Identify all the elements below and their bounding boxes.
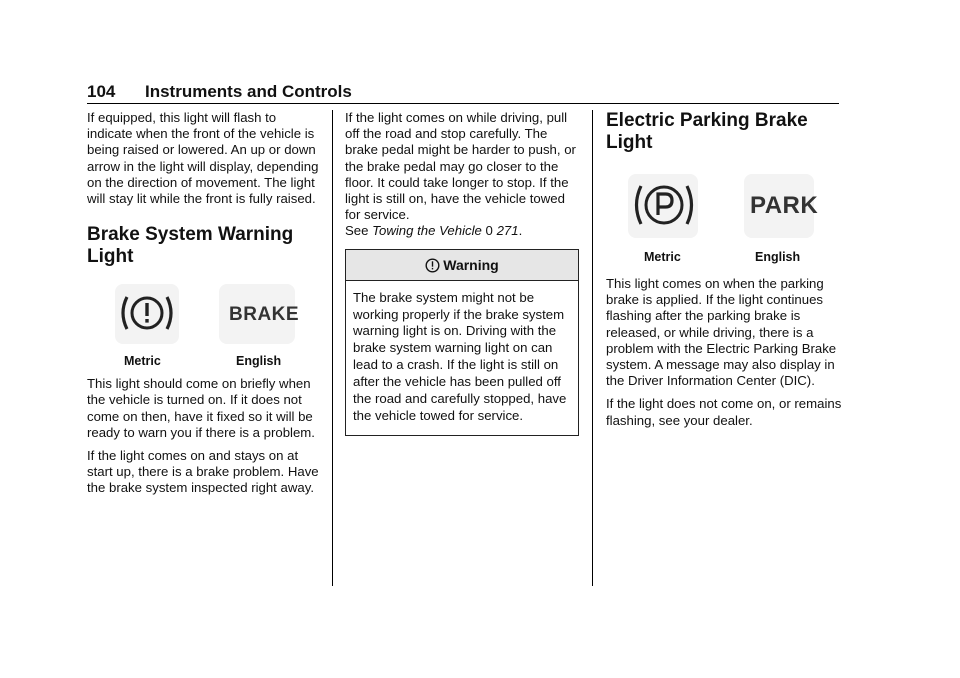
brake-paragraph-1: This light should come on briefly when the vehicle is turned on. If it does not come on then, have it fixed so it will be ready to warn you if there is a problem. bbox=[87, 376, 315, 440]
page-ref-icon: 0 bbox=[485, 223, 493, 239]
page-header bbox=[87, 82, 839, 104]
page-ref-number: 271 bbox=[496, 223, 519, 239]
caption-metric: Metric bbox=[644, 250, 681, 264]
warning-title: Warning bbox=[443, 256, 499, 273]
brake-text-icon: BRAKE bbox=[229, 304, 300, 326]
section-title: Instruments and Controls bbox=[145, 82, 352, 101]
brake-paragraph-2: If the light comes on and stays on at start up, there is a brake problem. Have the brake system inspected right away. bbox=[87, 448, 319, 496]
exclamation-circle-icon bbox=[119, 290, 175, 336]
column-divider-2 bbox=[592, 110, 593, 586]
header-rule bbox=[87, 103, 839, 104]
column-2 bbox=[345, 110, 579, 436]
see-suffix: . bbox=[518, 223, 523, 239]
caption-english: English bbox=[236, 354, 282, 369]
see-reference bbox=[345, 223, 579, 239]
heading-line-1: Brake System Warning bbox=[87, 224, 294, 246]
towing-link[interactable]: Towing the Vehicle bbox=[372, 223, 482, 239]
driving-paragraph: If the light comes on while driving, pull off the road and stop carefully. The brake pedal might be harder to push, or the brake pedal may go closer to the floor. It could take longer to stop. If the light is still on, have the vehicle towed for service. bbox=[345, 110, 576, 223]
column-divider-1 bbox=[332, 110, 333, 586]
warning-icon bbox=[425, 258, 440, 273]
warning-text: The brake system might not be working properly if the brake system warning light is on. Driving with the brake system warning light on can lead to a crash. If the light is still on after the vehicle has been pulled off the road and carefully stopped, have the vehicle towed for service. bbox=[353, 289, 567, 423]
column-3 bbox=[606, 110, 842, 436]
park-icon-captions bbox=[606, 250, 842, 270]
parking-brake-heading bbox=[606, 110, 842, 154]
park-paragraph-2: If the light does not come on, or remains flashing, see your dealer. bbox=[606, 396, 842, 428]
caption-english: English bbox=[755, 250, 801, 264]
column-1 bbox=[87, 110, 323, 504]
heading-line-2: Light bbox=[87, 246, 134, 268]
park-paragraph-1: This light comes on when the parking brake is applied. If the light continues flashing after the parking brake is released, or while driving, there is a problem with the Electric Parking Brake system. A message may also display in the Driver Information Center (DIC). bbox=[606, 276, 837, 389]
caption-metric: Metric bbox=[124, 354, 161, 369]
park-icon-row bbox=[606, 162, 842, 250]
warning-header bbox=[346, 250, 578, 281]
page-number: 104 bbox=[87, 82, 116, 101]
brake-icon-captions bbox=[87, 354, 323, 374]
intro-paragraph: If equipped, this light will flash to indicate when the front of the vehicle is being raised or lowered. An up or down arrow in the light will display, depending on the direction of movement. The light will stay lit while the front is fully raised. bbox=[87, 110, 319, 207]
brake-system-heading bbox=[87, 224, 323, 268]
see-prefix: See bbox=[345, 223, 369, 239]
parking-p-circle-icon bbox=[632, 178, 696, 232]
heading-line-1: Electric Parking Brake bbox=[606, 110, 808, 131]
brake-icon-row bbox=[87, 274, 323, 354]
park-text-icon: PARK bbox=[750, 192, 819, 219]
warning-box bbox=[345, 249, 579, 436]
heading-line-2: Light bbox=[606, 132, 653, 153]
